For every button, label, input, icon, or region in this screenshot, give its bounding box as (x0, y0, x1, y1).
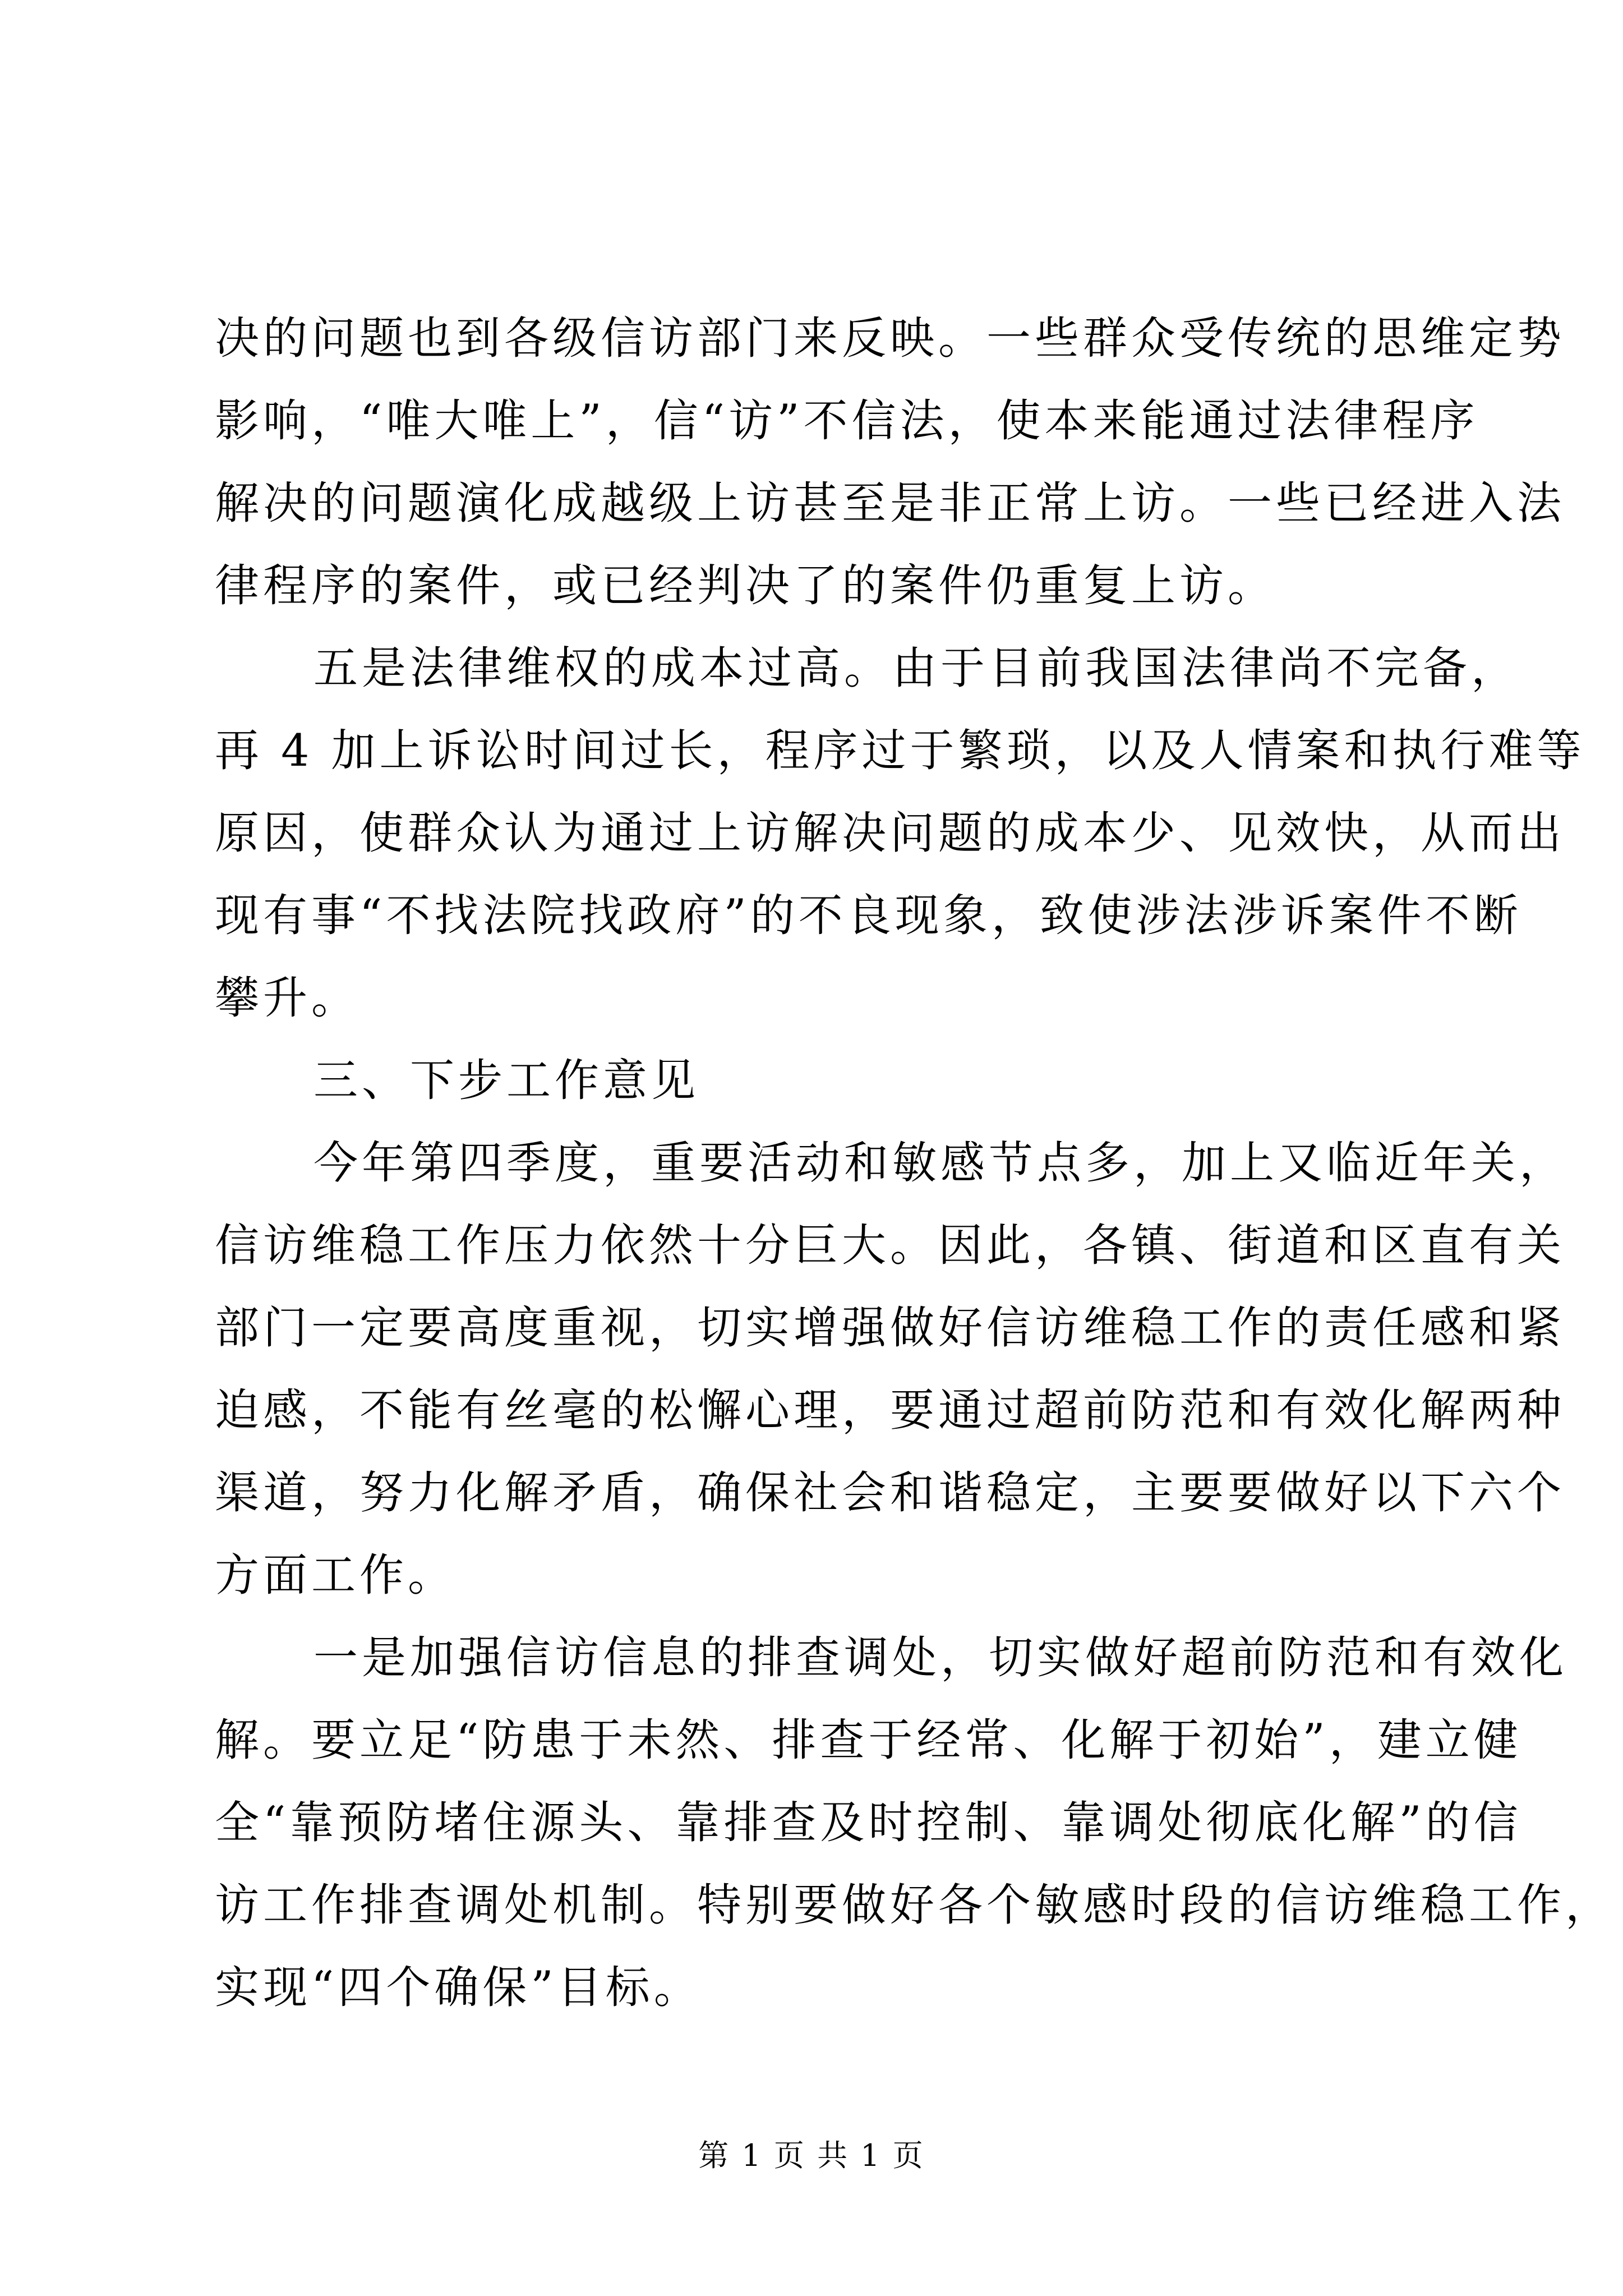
text-line: 律程序的案件，或已经判决了的案件仍重复上访。 (215, 560, 1276, 611)
text-line: 解。要立足“防患于未然、排查于经常、化解于初始”，建立健 (215, 1714, 1522, 1766)
paragraph-start-line: 五是法律维权的成本过高。由于目前我国法律尚不完备， (313, 642, 1519, 694)
text-line: 全“靠预防堵住源头、靠排查及时控制、靠调处彻底化解”的信 (215, 1797, 1522, 1848)
text-line: 渠道，努力化解矛盾，确保社会和谐稳定，主要要做好以下六个 (215, 1467, 1565, 1519)
text-line: 实现“四个确保”目标。 (215, 1962, 702, 2013)
text-line: 方面工作。 (215, 1549, 456, 1601)
text-line: 再 4 加上诉讼时间过长，程序过于繁琐，以及人情案和执行难等 (215, 725, 1585, 776)
text-line: 现有事“不找法院找政府”的不良现象，致使涉法涉诉案件不断 (215, 890, 1522, 941)
page-footer: 第 1 页 共 1 页 (698, 2138, 925, 2173)
paragraph-start-line: 今年第四季度，重要活动和敏感节点多，加上又临近年关， (313, 1137, 1567, 1189)
text-line: 攀升。 (215, 972, 359, 1024)
text-line: 部门一定要高度重视，切实增强做好信访维稳工作的责任感和紧 (215, 1302, 1565, 1354)
text-line: 原因，使群众认为通过上访解决问题的成本少、见效快，从而出 (215, 807, 1565, 859)
text-line: 信访维稳工作压力依然十分巨大。因此，各镇、街道和区直有关 (215, 1220, 1565, 1271)
text-line: 访工作排查调处机制。特别要做好各个敏感时段的信访维稳工作， (215, 1879, 1613, 1931)
paragraph-start-line: 一是加强信访信息的排查调处，切实做好超前防范和有效化 (313, 1632, 1567, 1683)
text-line: 迫感，不能有丝毫的松懈心理，要通过超前防范和有效化解两种 (215, 1384, 1565, 1436)
text-line: 影响，“唯大唯上”，信“访”不信法，使本来能通过法律程序 (215, 395, 1479, 447)
text-line: 决的问题也到各级信访部门来反映。一些群众受传统的思维定势 (215, 312, 1565, 364)
section-heading: 三、下步工作意见 (313, 1055, 699, 1106)
text-line: 解决的问题演化成越级上访甚至是非正常上访。一些已经进入法 (215, 477, 1565, 529)
document-body (215, 297, 1613, 2029)
